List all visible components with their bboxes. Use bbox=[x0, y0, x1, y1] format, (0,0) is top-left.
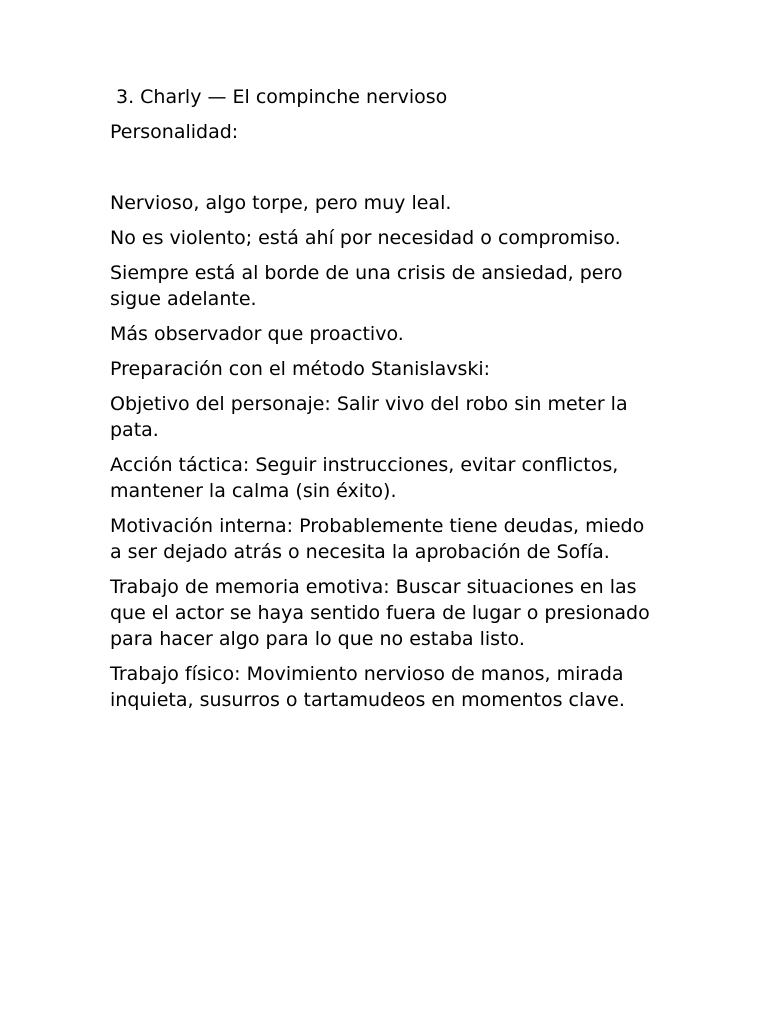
personality-label: Personalidad: bbox=[110, 121, 239, 143]
paragraph-physical-work: Trabajo físico: Movimiento nervioso de manos, mirada inquieta, susurros o tartamudeos en momentos clave. bbox=[110, 663, 625, 711]
paragraph-emotional-memory: Trabajo de memoria emotiva: Buscar situaciones en las que el actor se haya sentido fuera de lugar o presionado para hacer algo para lo que no estaba listo. bbox=[110, 576, 650, 650]
blank-line bbox=[110, 154, 655, 190]
document-page bbox=[110, 84, 655, 722]
paragraph-motivation: Motivación interna: Probablemente tiene deudas, miedo a ser dejado atrás o necesita la aprobación de Sofía. bbox=[110, 515, 645, 563]
paragraph-anxiety: Siempre está al borde de una crisis de ansiedad, pero sigue adelante. bbox=[110, 262, 623, 310]
paragraph-stanislavski-heading: Preparación con el método Stanislavski: bbox=[110, 358, 491, 380]
paragraph-loyal: Nervioso, algo torpe, pero muy leal. bbox=[110, 192, 452, 214]
section-heading: 3. Charly — El compinche nervioso bbox=[116, 86, 448, 108]
paragraph-objective: Objetivo del personaje: Salir vivo del robo sin meter la pata. bbox=[110, 393, 628, 441]
paragraph-not-violent: No es violento; está ahí por necesidad o compromiso. bbox=[110, 227, 621, 249]
paragraph-tactical-action: Acción táctica: Seguir instrucciones, evitar conflictos, mantener la calma (sin éxito). bbox=[110, 454, 619, 502]
paragraph-observer: Más observador que proactivo. bbox=[110, 323, 404, 345]
